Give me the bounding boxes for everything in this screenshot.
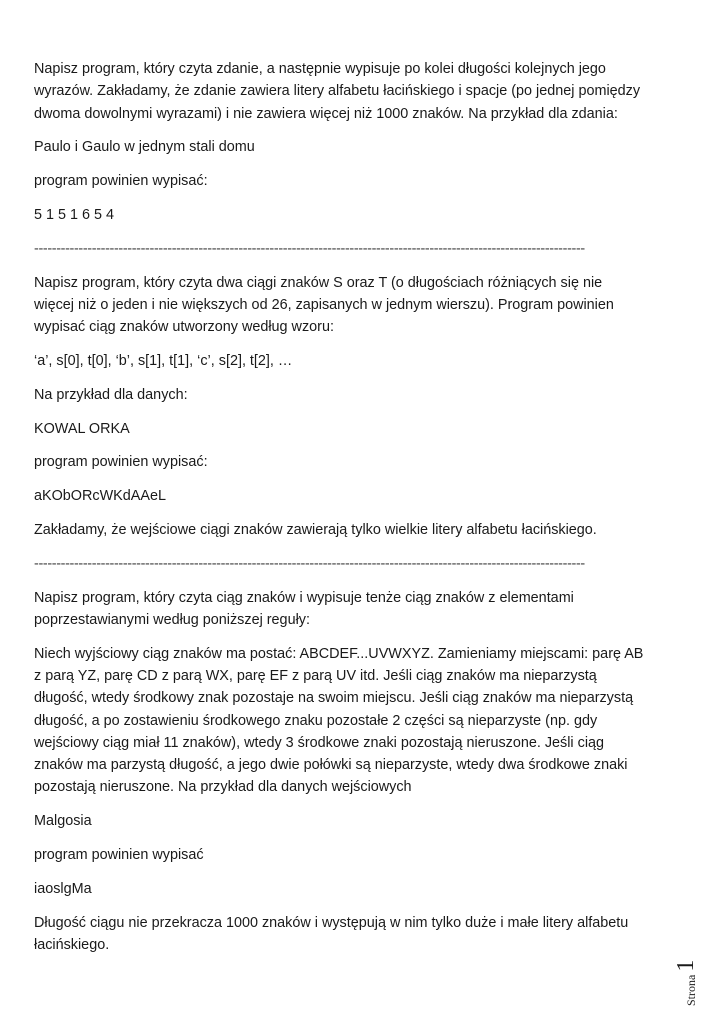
task2-example-input: KOWAL ORKA	[34, 420, 130, 437]
task2-note: Zakładamy, że wejściowe ciągi znaków zawierają tylko wielkie litery alfabetu łacińskiego.	[34, 521, 597, 538]
task3-example-output: iaoslgMa	[34, 880, 92, 897]
task1-example-input: Paulo i Gaulo w jednym stali domu	[34, 139, 255, 156]
task1-output-label: program powinien wypisać:	[34, 173, 208, 190]
separator-line: ----------------------------------------------------------------------------------------------------------------------------	[34, 555, 585, 572]
separator-line: ----------------------------------------------------------------------------------------------------------------------------	[34, 240, 585, 257]
task3-intro: Napisz program, który czyta ciąg znaków i wypisuje tenże ciąg znaków z elementami poprzestawianymi według poniższej reguły:	[34, 589, 574, 628]
task3-example-input: Malgosia	[34, 813, 92, 830]
task3-rule: Niech wyjściowy ciąg znaków ma postać: ABCDEF...UVWXYZ. Zamieniamy miejscami: parę AB z parą YZ, parę CD z parą WX, parę EF z parą UV itd. Jeśli ciąg znaków ma nieparzystą długość, wtedy środkowy znak pozostaje na swoim miejscu. Jeśli ciąg znaków ma nieparzystą długość, a po zostawieniu środkowego znaku pozostałe 2 części są nieparzyste (np. gdy wejściowy ciąg miał 11 znaków), wtedy 3 środkowe znaki pozostają nieruszone. Jeśli ciąg znaków ma parzystą długość, a jego dwie połówki są nieparzyste, wtedy dwa środkowe znaki pozostają nieruszone. Na przykład dla danych wejściowych	[34, 645, 644, 796]
page-number: 1	[673, 959, 699, 972]
task3-note: Długość ciągu nie przekracza 1000 znaków i występują w nim tylko duże i małe litery alfabetu łacińskiego.	[34, 914, 629, 953]
task2-example-label: Na przykład dla danych:	[34, 386, 188, 403]
task2-pattern: ‘a’, s[0], t[0], ‘b’, s[1], t[1], ‘c’, s[2], t[2], …	[34, 352, 293, 369]
document-body	[34, 58, 646, 968]
task2-example-output: aKObORcWKdAAeL	[34, 488, 166, 505]
task1-intro: Napisz program, który czyta zdanie, a następnie wypisuje po kolei długości kolejnych jego wyrazów. Zakładamy, że zdanie zawiera litery alfabetu łacińskiego i spacje (po jednej pomiędzy dwoma dowolnymi wyrazami) i nie zawiera więcej niż 1000 znaków. Na przykład dla zdania:	[34, 61, 641, 122]
task2-intro: Napisz program, który czyta dwa ciągi znaków S oraz T (o długościach różniących się nie więcej niż o jeden i nie większych od 26, zapisanych w jednym wierszu). Program powinien wypisać ciąg znaków utworzony według wzoru:	[34, 274, 614, 336]
page-footer	[672, 940, 698, 1006]
task1-example-output: 5 1 5 1 6 5 4	[34, 206, 115, 223]
page-number-block	[672, 940, 698, 1006]
page-label: Strona	[684, 974, 698, 1006]
task2-output-label: program powinien wypisać:	[34, 454, 208, 471]
task3-output-label: program powinien wypisać	[34, 847, 204, 864]
